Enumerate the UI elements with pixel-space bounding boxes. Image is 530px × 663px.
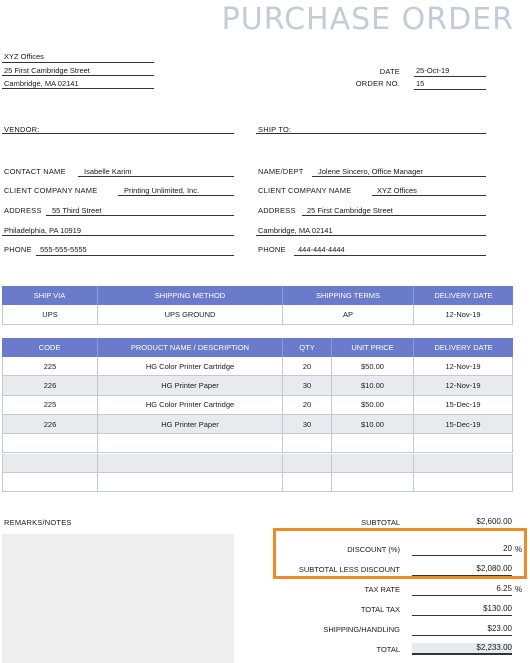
table-cell [98,454,283,472]
table-cell: HG Printer Paper [98,415,283,433]
discount-value: 20 [412,544,512,556]
table-cell [3,473,98,491]
total-value: $2,233.00 [412,643,512,655]
order-label: ORDER NO. [355,79,400,88]
remarks-label: REMARKS/NOTES [4,518,72,527]
table-cell: 225 [3,357,98,375]
table-cell: 12-Nov-19 [414,357,513,375]
table-cell [98,434,283,452]
company-name: XYZ Offices [4,52,44,61]
shipping-cell: UPS [3,305,98,324]
vendor-contact-label: CONTACT NAME [4,167,66,176]
table-cell: HG Printer Paper [98,376,283,394]
shipping-handling-value: $23.00 [412,624,512,636]
table-cell [98,473,283,491]
shipping-cell: AP [283,305,414,324]
vendor-address-label: ADDRESS [4,206,42,215]
shipto-company-label: CLIENT COMPANY NAME [258,186,352,195]
total-label: TOTAL [376,645,400,654]
shipto-name: Jolene Sincero, Office Manager [318,167,423,176]
items-header-cell: PRODUCT NAME / DESCRIPTION [98,338,283,357]
table-row [2,396,513,415]
shipto-address: 25 First Cambridge Street [307,206,393,215]
tax-rate-label: TAX RATE [364,585,400,594]
subtotal-value: $2,600.00 [412,517,512,529]
table-cell: 226 [3,376,98,394]
discount-label: DISCOUNT (%) [347,545,400,554]
table-row [2,357,513,376]
vendor-company-label: CLIENT COMPANY NAME [4,186,98,195]
table-cell [283,434,332,452]
items-header-cell: DELIVERY DATE [434,343,493,352]
table-cell: 30 [283,376,332,394]
table-cell [283,473,332,491]
table-cell: $50.00 [332,357,414,375]
tax-rate-value: 6.25 [412,584,512,596]
table-cell: 12-Nov-19 [414,376,513,394]
table-cell [414,454,513,472]
table-cell [3,454,98,472]
table-row [2,376,513,395]
shipto-address-label: ADDRESS [258,206,296,215]
shipto-phone-label: PHONE [258,245,286,254]
table-cell: HG Color Printer Cartridge [98,357,283,375]
shipto-city: Cambridge, MA 02141 [258,226,333,235]
shipto-name-label: NAME/DEPT [258,167,304,176]
shipping-header-cell: SHIPPING METHOD [98,286,283,305]
table-cell: $50.00 [332,396,414,414]
table-row [2,434,513,453]
date-label: DATE [379,67,400,76]
discount-unit: % [515,545,523,554]
tax-rate-unit: % [515,585,523,594]
subtotal-label: SUBTOTAL [361,518,400,527]
table-cell: 20 [283,396,332,414]
vendor-company: Printing Unlimited, Inc. [124,186,200,195]
shipping-cell: 12-Nov-19 [414,305,513,324]
table-cell: 226 [3,415,98,433]
table-cell [283,454,332,472]
table-cell [332,473,414,491]
items-header-cell: CODE [2,338,98,357]
total-tax-value: $130.00 [412,604,512,616]
company-street: 25 First Cambridge Street [4,66,90,75]
vendor-phone: 555-555-5555 [40,245,87,254]
items-header-cell: QTY [283,338,332,357]
table-cell: 225 [3,396,98,414]
shipto-label: SHIP TO: [258,125,292,134]
shipping-header-cell: SHIP VIA [2,286,98,305]
vendor-label: VENDOR: [4,125,40,134]
shipping-row [2,305,513,325]
table-cell: $10.00 [332,415,414,433]
shipping-cell: UPS GROUND [98,305,283,324]
vendor-phone-label: PHONE [4,245,32,254]
subtotal-less-discount-value: $2,080.00 [412,564,512,576]
table-cell [414,434,513,452]
vendor-address: 55 Third Street [52,206,102,215]
shipping-header-cell: DELIVERY DATE [434,291,493,300]
subtotal-less-discount-label: SUBTOTAL LESS DISCOUNT [298,565,400,574]
company-city: Cambridge, MA 02141 [4,79,79,88]
table-cell [332,454,414,472]
table-cell: 15-Dec-19 [414,396,513,414]
table-cell [332,434,414,452]
table-row [2,454,513,473]
items-table-header [2,338,513,357]
table-cell [3,434,98,452]
items-header-cell: UNIT PRICE [332,338,414,357]
table-cell: 15-Dec-19 [414,415,513,433]
page-title: PURCHASE ORDER [221,2,514,37]
remarks-box[interactable] [2,534,234,663]
vendor-contact: Isabelle Karim [84,167,132,176]
table-row [2,415,513,434]
shipto-company: XYZ Offices [377,186,417,195]
table-row [2,473,513,492]
shipping-table-header [2,286,513,305]
order-value: 15 [416,79,425,88]
table-cell [414,473,513,491]
table-cell: HG Color Printer Cartridge [98,396,283,414]
shipto-phone: 444-444-4444 [298,245,345,254]
vendor-city: Philadelphia, PA 10919 [4,226,82,235]
table-cell: 30 [283,415,332,433]
total-tax-label: TOTAL TAX [360,605,400,614]
shipping-handling-label: SHIPPING/HANDLING [323,625,400,634]
table-cell: $10.00 [332,376,414,394]
date-value: 25-Oct-19 [416,66,450,75]
shipping-header-cell: SHIPPING TERMS [283,286,414,305]
table-cell: 20 [283,357,332,375]
